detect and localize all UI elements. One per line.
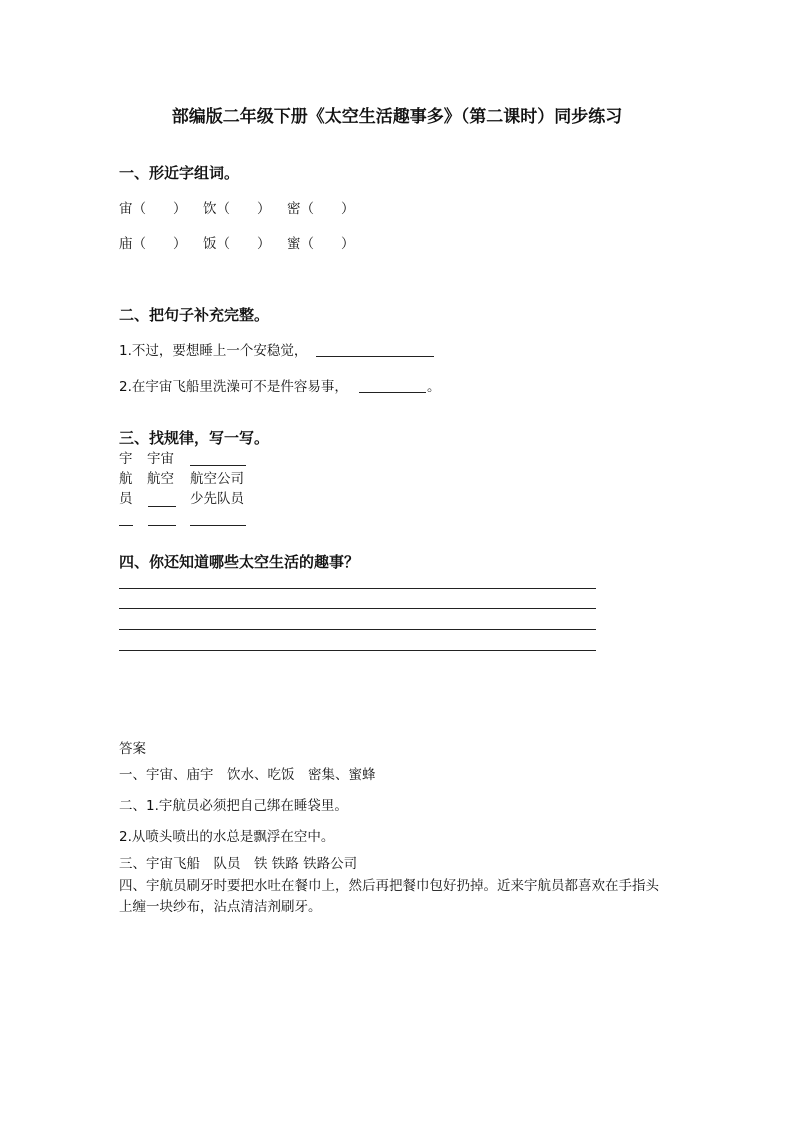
section-2-heading: 二、把句子补充完整。	[119, 306, 270, 324]
answer-1: 一、宇宙、庙宇 饮水、吃饭 密集、蜜蜂	[119, 767, 376, 783]
answer-3: 三、宇宙飞船 队员 铁 铁路 铁路公司	[119, 856, 358, 872]
answer-4-line-2: 上缠一块纱布，沾点清洁剂刷牙。	[119, 899, 322, 915]
answer-2-2: 2.从喷头喷出的水总是飘浮在空中。	[119, 829, 335, 845]
word-item: 饮（ ）	[203, 201, 271, 217]
answer-4-line-1: 四、宇航员刷牙时要把水吐在餐巾上，然后再把餐巾包好扔掉。近来宇航员都喜欢在手指头	[119, 878, 659, 894]
section-1-heading: 一、形近字组词。	[119, 164, 240, 182]
pattern-word: 航空	[147, 471, 174, 487]
writing-line	[119, 650, 596, 651]
pattern-char: 航	[119, 471, 133, 487]
answer-blank	[190, 525, 246, 526]
word-item: 宙（ ）	[119, 201, 187, 217]
answer-blank	[316, 356, 434, 357]
answers-label: 答案	[119, 741, 146, 757]
question-2-1: 1.不过，要想睡上一个安稳觉，	[119, 343, 308, 359]
writing-line	[119, 608, 596, 609]
section-4-heading: 四、你还知道哪些太空生活的趣事？	[119, 553, 360, 571]
answer-2-1: 二、1.宇航员必须把自己绑在睡袋里。	[119, 798, 348, 814]
answer-blank	[148, 525, 176, 526]
writing-line	[119, 588, 596, 589]
question-2-2: 2.在宇宙飞船里洗澡可不是件容易事，	[119, 379, 348, 395]
answer-blank	[119, 525, 133, 526]
pattern-char: 员	[119, 491, 133, 507]
answer-blank	[190, 465, 246, 466]
word-item: 庙（ ）	[119, 236, 187, 252]
question-2-2-end: 。	[427, 379, 441, 395]
word-item: 密（ ）	[287, 201, 355, 217]
pattern-word: 宇宙	[147, 451, 174, 467]
answer-blank	[148, 506, 176, 507]
section-3-heading: 三、找规律，写一写。	[119, 429, 270, 447]
word-item: 饭（ ）	[203, 236, 271, 252]
pattern-char: 宇	[119, 451, 133, 467]
word-item: 蜜（ ）	[287, 236, 355, 252]
pattern-phrase: 航空公司	[190, 471, 244, 487]
pattern-phrase: 少先队员	[190, 491, 244, 507]
page-title: 部编版二年级下册《太空生活趣事多》（第二课时）同步练习	[171, 107, 623, 127]
writing-line	[119, 629, 596, 630]
answer-blank	[359, 392, 426, 393]
